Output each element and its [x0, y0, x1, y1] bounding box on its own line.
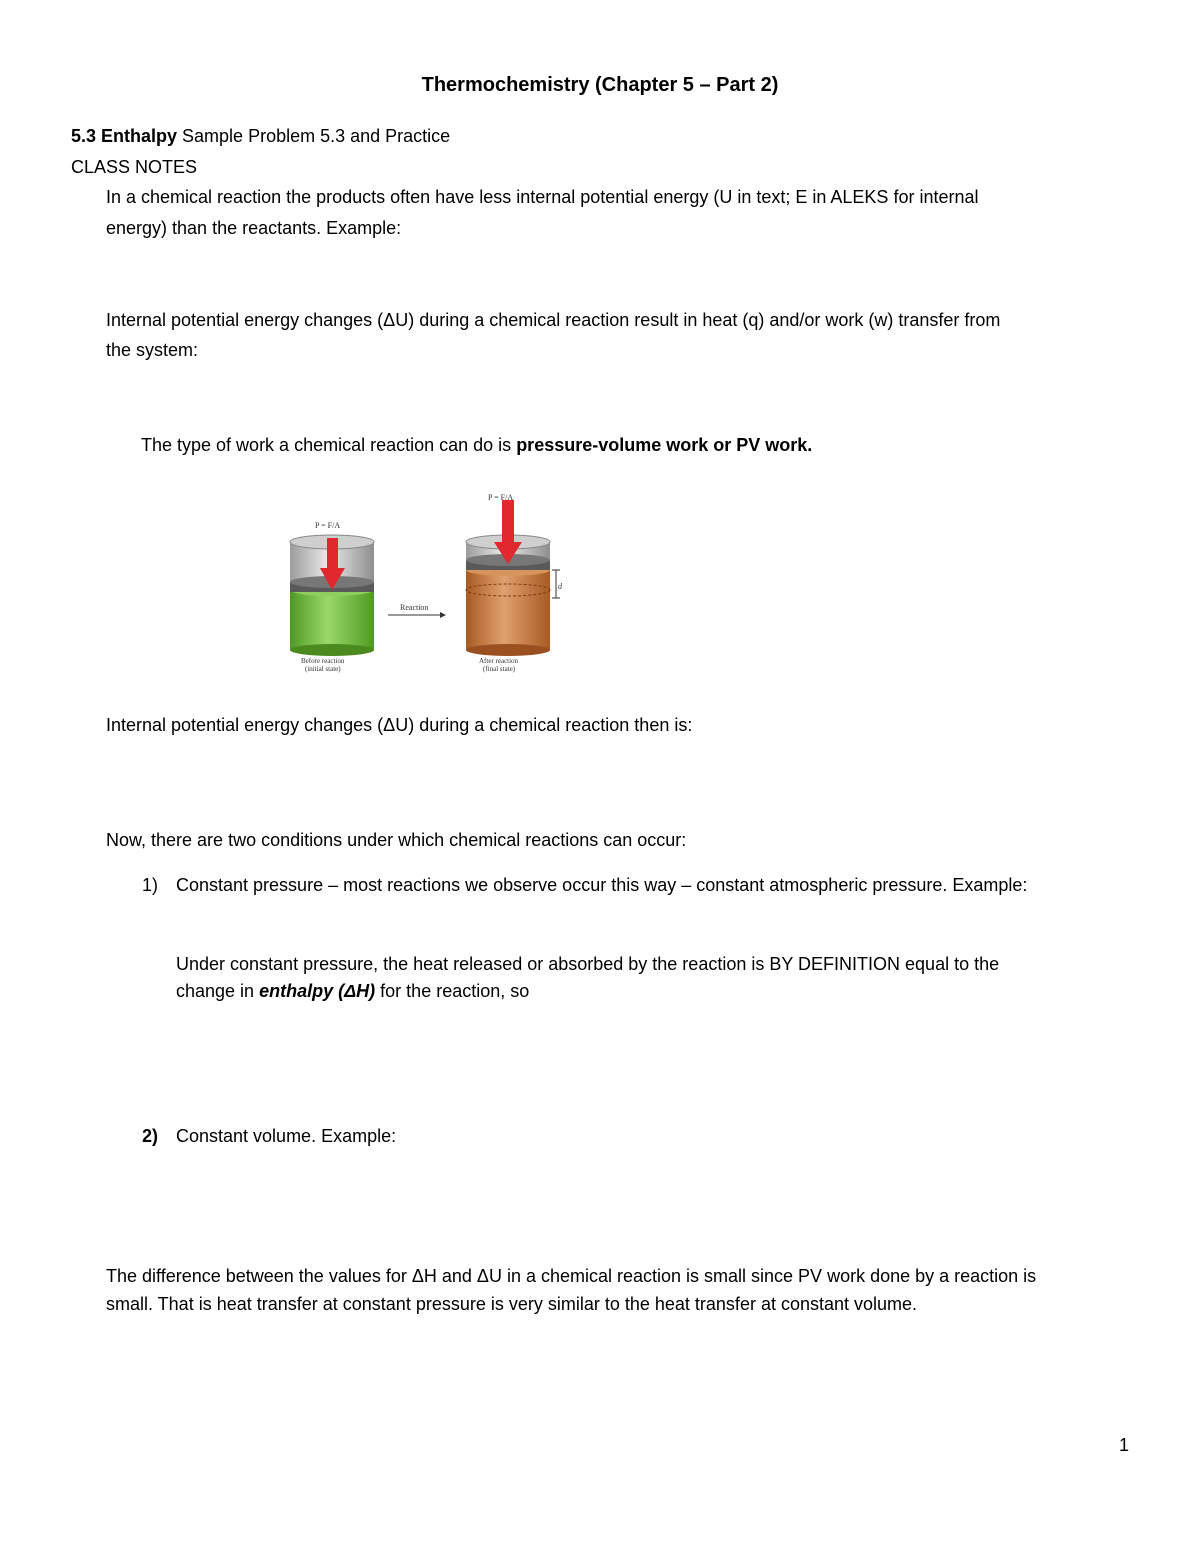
- list-item2-text: Constant volume. Example:: [176, 1126, 397, 1146]
- list-item1-number: 1): [141, 875, 158, 895]
- section-heading-bold: 5.3 Enthalpy: [71, 126, 178, 146]
- list-sub-line2-pre: change in: [176, 981, 260, 1001]
- list-sub-line2: [176, 981, 529, 1002]
- section-heading: [71, 126, 450, 147]
- right-caption-1: After reaction: [479, 657, 519, 665]
- para1-line1: In a chemical reaction the products often have less internal potential energy (U in text; E in ALEKS for internal: [106, 187, 979, 207]
- para5-line1: The difference between the values for ΔH and ΔU in a chemical reaction is small since PV work done by a reaction is: [106, 1266, 1037, 1286]
- para1-line2: energy) than the reactants. Example:: [106, 218, 402, 238]
- list-sub-line1: Under constant pressure, the heat released or absorbed by the reaction is BY DEFINITION equal to the: [176, 954, 1000, 974]
- reaction-arrow-icon: [388, 603, 446, 618]
- page-number: 1: [1119, 1435, 1130, 1455]
- para5-line2: small. That is heat transfer at constant pressure is very similar to the heat transfer at constant volume.: [106, 1294, 918, 1314]
- list-item1-text: Constant pressure – most reactions we observe occur this way – constant atmospheric pressure. Example:: [176, 875, 1028, 895]
- work-type-text: [141, 435, 812, 456]
- work-type-bold: pressure-volume work or PV work.: [516, 435, 813, 455]
- para3: Internal potential energy changes (ΔU) during a chemical reaction then is:: [106, 715, 693, 735]
- list-sub-line2-post: for the reaction, so: [375, 981, 530, 1001]
- reaction-arrow-label: Reaction: [400, 603, 429, 612]
- piston-cylinder-initial-icon: [290, 521, 374, 673]
- para2-line2: the system:: [106, 340, 199, 360]
- para2-line1: Internal potential energy changes (ΔU) during a chemical reaction result in heat (q) and/or work (w) transfer from: [106, 310, 1001, 330]
- section-heading-rest: Sample Problem 5.3 and Practice: [177, 126, 451, 146]
- right-caption-2: (final state): [483, 665, 516, 673]
- para4: Now, there are two conditions under which chemical reactions can occur:: [106, 830, 687, 850]
- piston-cylinder-final-icon: [466, 493, 563, 673]
- left-caption-2: (initial state): [305, 665, 341, 673]
- enthalpy-term: enthalpy (ΔH): [259, 981, 376, 1001]
- class-notes-label: CLASS NOTES: [71, 157, 198, 177]
- left-pressure-label: P = F/A: [315, 521, 341, 530]
- left-caption-1: Before reaction: [301, 657, 345, 665]
- distance-label: d: [558, 582, 562, 591]
- piston-cylinder-figure: [270, 480, 590, 680]
- list-item2-number: 2): [141, 1126, 158, 1146]
- work-type-lead: The type of work a chemical reaction can do is: [141, 435, 517, 455]
- page-title: Thermochemistry (Chapter 5 – Part 2): [421, 74, 779, 96]
- right-pressure-label: P = F/A: [488, 493, 514, 502]
